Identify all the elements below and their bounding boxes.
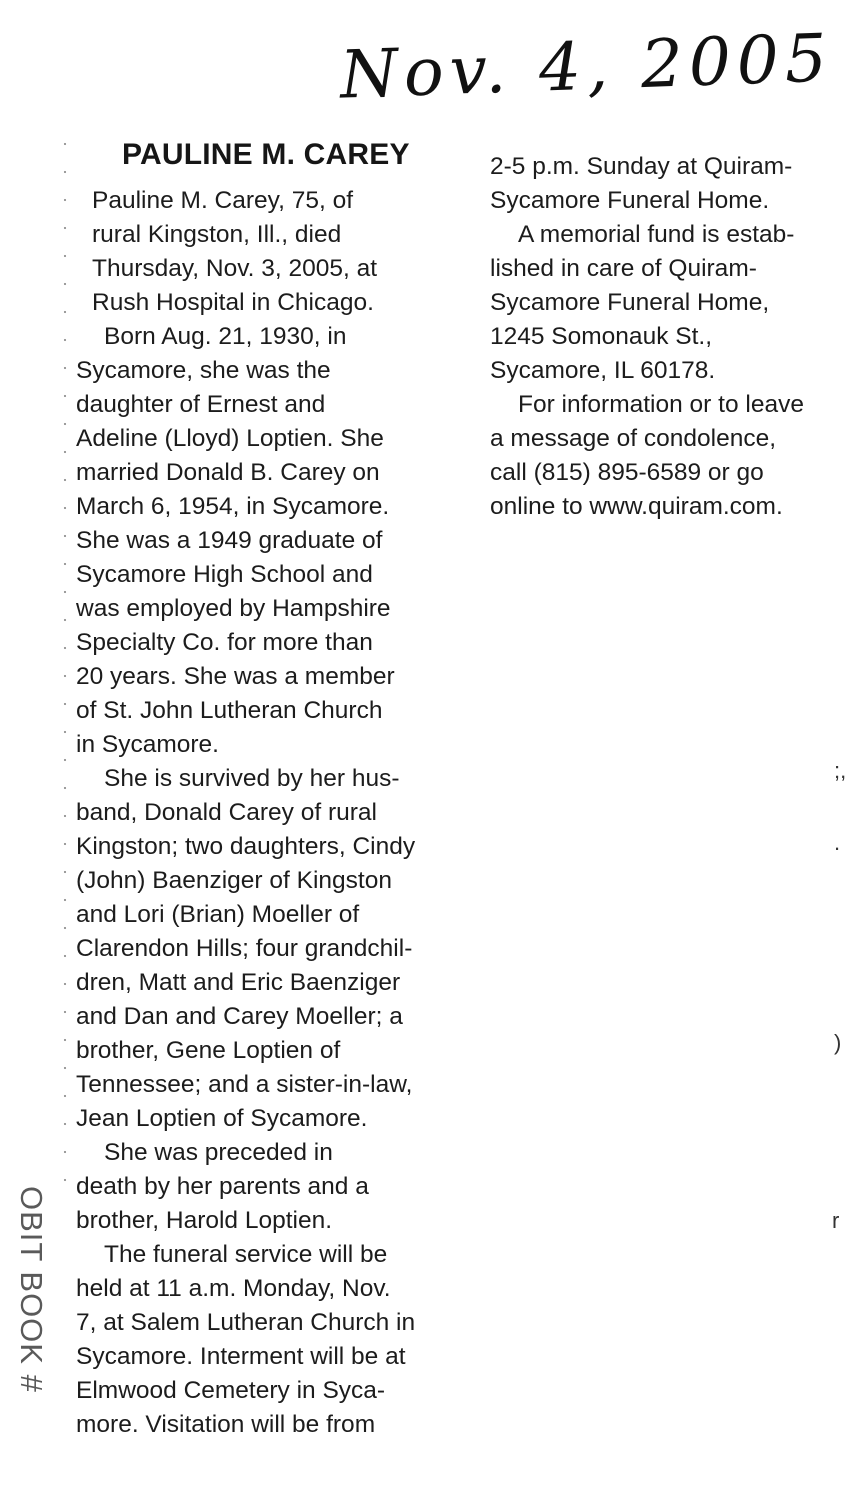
edge-text-fragment: r [832, 1208, 840, 1233]
text-line: a message of condolence, [490, 425, 777, 452]
text-line: Sycamore, she was the [76, 357, 331, 384]
text-line: call (815) 895-6589 or go [490, 459, 764, 486]
text-line: in Sycamore. [76, 731, 219, 758]
text-line: 2-5 p.m. Sunday at Quiram- [490, 153, 793, 180]
text-line: A memorial fund is estab- [518, 221, 795, 248]
text-line: band, Donald Carey of rural [76, 799, 377, 826]
text-line: Rush Hospital in Chicago. [92, 289, 374, 316]
text-line: dren, Matt and Eric Baenziger [76, 969, 401, 996]
text-line: Adeline (Lloyd) Loptien. She [76, 425, 384, 452]
obit-book-stamp [13, 1186, 47, 1411]
text-line: was employed by Hampshire [76, 595, 391, 622]
text-line: The funeral service will be [104, 1241, 388, 1268]
text-line: Specialty Co. for more than [76, 629, 373, 656]
text-line: Thursday, Nov. 3, 2005, at [92, 255, 378, 282]
text-line: and Dan and Carey Moeller; a [76, 1003, 403, 1030]
text-line: online to www.quiram.com. [490, 493, 783, 520]
text-line: held at 11 a.m. Monday, Nov. [76, 1275, 391, 1302]
edge-text-fragment: . [834, 830, 841, 855]
text-line: For information or to leave [518, 391, 804, 418]
text-line: Elmwood Cemetery in Syca- [76, 1377, 386, 1404]
obituary-column-1 [76, 184, 415, 1442]
text-line: daughter of Ernest and [76, 391, 326, 418]
text-line: brother, Gene Loptien of [76, 1037, 341, 1064]
text-line: Sycamore Funeral Home, [490, 289, 770, 316]
text-line: rural Kingston, Ill., died [92, 221, 342, 248]
text-line: Kingston; two daughters, Cindy [76, 833, 416, 860]
text-line: Sycamore High School and [76, 561, 373, 588]
text-line: lished in care of Quiram- [490, 255, 757, 282]
text-line: She is survived by her hus- [104, 765, 400, 792]
text-line: death by her parents and a [76, 1173, 369, 1200]
text-line: more. Visitation will be from [76, 1411, 376, 1438]
text-line: Born Aug. 21, 1930, in [104, 323, 347, 350]
obituary-column-2 [490, 150, 804, 524]
text-line: 1245 Somonauk St., [490, 323, 713, 350]
handwritten-date: Nov. 4, 2005 [338, 19, 835, 114]
obituary-headline: PAULINE M. CAREY [122, 138, 410, 171]
text-line: Tennessee; and a sister-in-law, [76, 1071, 413, 1098]
text-line: (John) Baenziger of Kingston [76, 867, 392, 894]
text-line: married Donald B. Carey on [76, 459, 380, 486]
text-line: 7, at Salem Lutheran Church in [76, 1309, 416, 1336]
text-line: She was preceded in [104, 1139, 333, 1166]
text-line: Sycamore Funeral Home. [490, 187, 770, 214]
text-line: and Lori (Brian) Moeller of [76, 901, 360, 928]
edge-text-fragment: ) [834, 1030, 842, 1055]
text-line: Jean Loptien of Sycamore. [76, 1105, 368, 1132]
stamp-text: OBIT BOOK # [14, 1186, 49, 1393]
text-line: Pauline M. Carey, 75, of [92, 187, 354, 214]
text-line: 20 years. She was a member [76, 663, 395, 690]
text-line: Sycamore. Interment will be at [76, 1343, 406, 1370]
text-line: Sycamore, IL 60178. [490, 357, 716, 384]
text-line: She was a 1949 graduate of [76, 527, 383, 554]
text-line: Clarendon Hills; four grandchil- [76, 935, 413, 962]
edge-text-fragment: ;, [834, 758, 847, 783]
dotted-cut-line [62, 130, 68, 1190]
text-line: of St. John Lutheran Church [76, 697, 383, 724]
text-line: brother, Harold Loptien. [76, 1207, 333, 1234]
text-line: March 6, 1954, in Sycamore. [76, 493, 390, 520]
